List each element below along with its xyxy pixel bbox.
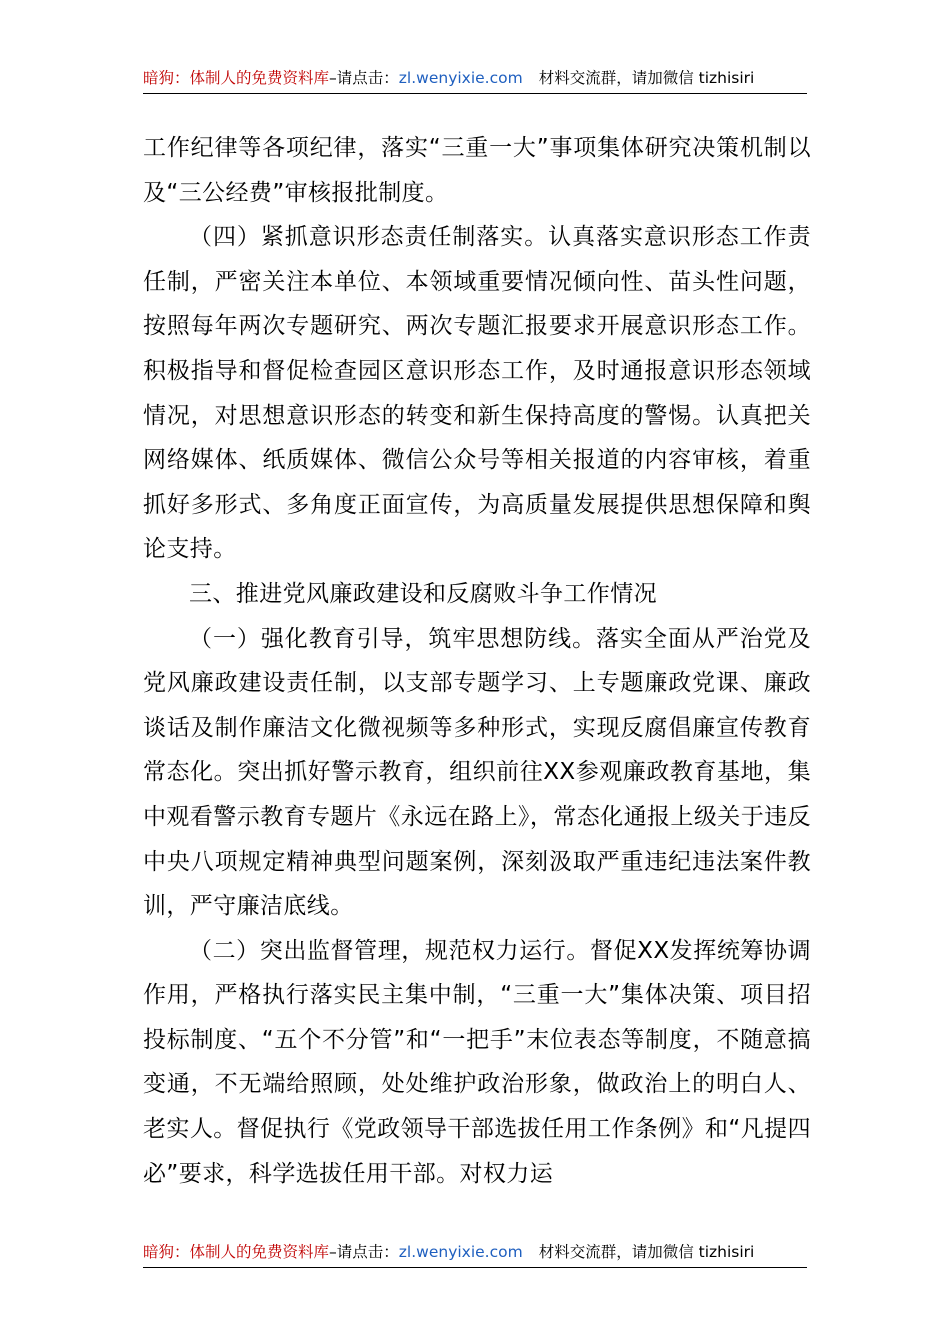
section-heading-3: 三、推进党风廉政建设和反腐败斗争工作情况	[189, 580, 657, 607]
body-paragraph-4: （一）强化教育引导，筑牢思想防线。落实全面从严治党及党风廉政建设责任制，以支部专题学习、上专题廉政党课、廉政谈话及制作廉洁文化微视频等多种形式，实现反腐倡廉宣传教育常态化。突出抓好警示教育，组织前往XX参观廉政教育基地，集中观看警示教育专题片《永远在路上》，常态化通报上级关于违反中央八项规定精神典型问题案例，深刻汲取严重违纪违法案件教训，严守廉洁底线。	[143, 625, 811, 920]
footer-brand-text: 暗狗：体制人的免费资料库	[143, 1243, 330, 1261]
footer-group-text: 材料交流群，请加微信 tizhisiri	[538, 1243, 755, 1261]
body-paragraph-2: （四）紧抓意识形态责任制落实。认真落实意识形态工作责任制，严密关注本单位、本领域重要情况倾向性、苗头性问题，按照每年两次专题研究、两次专题汇报要求开展意识形态工作。积极指导和督促检查园区意识形态工作，及时通报意识形态领域情况，对思想意识形态的转变和新生保持高度的警惕。认真把关网络媒体、纸质媒体、微信公众号等相关报道的内容审核，着重抓好多形式、多角度正面宣传，为高质量发展提供思想保障和舆论支持。	[143, 224, 811, 563]
header-brand-text: 暗狗：体制人的免费资料库	[143, 69, 330, 87]
footer-url-link[interactable]: zl.wenyixie.com	[398, 1243, 523, 1261]
body-paragraph-1: 工作纪律等各项纪律，落实“三重一大”事项集体研究决策机制以及“三公经费”审核报批制度。	[143, 135, 811, 206]
document-body	[143, 126, 811, 1196]
page-header-banner	[143, 66, 807, 94]
header-url-link[interactable]: zl.wenyixie.com	[398, 69, 523, 87]
footer-click-prompt: –请点击：	[329, 1243, 399, 1261]
body-paragraph-5: （二）突出监督管理，规范权力运行。督促XX发挥统筹协调作用，严格执行落实民主集中制，“三重一大”集体决策、项目招投标制度、“五个不分管”和“一把手”末位表态等制度，不随意搞变通，不无端给照顾，处处维护政治形象，做政治上的明白人、老实人。督促执行《党政领导干部选拔任用工作条例》和“凡提四必”要求，科学选拔任用干部。对权力运	[143, 937, 811, 1187]
header-click-prompt: –请点击：	[329, 69, 399, 87]
header-group-text: 材料交流群，请加微信 tizhisiri	[538, 69, 755, 87]
page-footer-banner	[143, 1240, 807, 1268]
